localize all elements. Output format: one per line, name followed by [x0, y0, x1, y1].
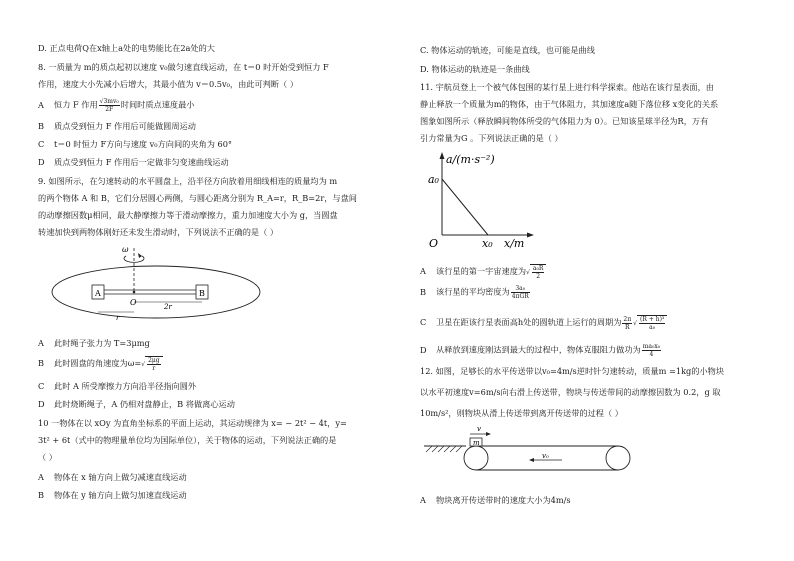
q8-option-c: C t＝0 时恒力 F方向与速度 v₀方向间的夹角为 60°: [38, 139, 233, 149]
q9-stem-line1: 9. 如图所示，在匀速转动的水平圆盘上，沿半径方向放着用细线相连的质量均为 m: [38, 176, 338, 186]
center-label: O: [130, 298, 137, 307]
q8-stem-line2: 作用，速度大小先减小后增大，其最小值为 v＝0.5v₀，由此可判断（ ）: [38, 79, 299, 89]
q10-stem-line3: （ ）: [38, 452, 57, 462]
ground-hatching: [426, 446, 462, 452]
q11-stem-line4: 引力常量为G 。下列说法正确的是（ ）: [420, 133, 563, 143]
disk-outline: [52, 266, 260, 318]
disk-center: [133, 291, 136, 294]
right-column: [420, 0, 765, 561]
q9-disk-figure: [46, 242, 266, 322]
q8-option-d: D 质点受到恒力 F 作用后一定做非匀变速曲线运动: [38, 157, 229, 167]
radius-a-label: r: [116, 314, 120, 322]
q10-stem-line2: 3t² + 6t（式中的物理量单位均为国际单位），关于物体的运动，下列说法正确的是: [38, 435, 337, 445]
q11-stem-line2: 静止释放一个质量为m的物体，由于气体阻力，其加速度a随下落位移 x变化的关系: [420, 99, 719, 109]
q11-option-b: B 该行星的平均密度为 $\frac{\text{3a₀}}{\text{4πGR}}$: [420, 285, 529, 300]
right-pulley: [606, 446, 630, 470]
y-axis-label: a/(m·s⁻²): [446, 153, 495, 166]
q11-stem-line1: 11. 宇航员登上一个被气体包围的某行星上进行科学探索。他站在该行星表面，由: [420, 82, 714, 92]
omega-label: ω: [122, 245, 129, 254]
block-a-label: A: [95, 289, 101, 298]
q11-option-c: C 卫星在距该行星表面高h处的圆轨道上运行的周期为 $\frac{2\pi}{R}$ √ $\frac{\text{(R + h)³}}{\text{a₀}}$: [420, 315, 667, 331]
q12-stem-line1: 12. 如图，足够长的水平传送带以v₀=4m/s逆时针匀速转动，质量m =1kg的小物块: [420, 366, 725, 376]
left-pulley: [464, 446, 488, 470]
q12-conveyor-figure: [422, 424, 642, 480]
block-b-label: B: [199, 289, 205, 298]
block-mass-label: m: [473, 439, 480, 447]
q9-b-sqrt: √ $\frac{2\mu g}{r}$: [141, 356, 162, 372]
belt-velocity-arrow-icon: [529, 458, 534, 462]
q10-stem-line1: 10 一物体在以 xOy 为直角坐标系的平面上运动，其运动规律为 x= − 2t² − 4t，y=: [38, 418, 347, 428]
q9-option-c: C 此时 A 所受摩擦力方向沿半径指向圆外: [38, 381, 197, 391]
q7-option-d: D. 正点电荷Q在x轴上a处的电势能比在2a处的大: [38, 43, 215, 53]
x-axis-label: x/m: [504, 237, 525, 250]
q8-a-fraction: $\frac{\text{√3mv₀}}{2F}$: [99, 98, 119, 113]
q8-option-b: B 质点受到恒力 F 作用后可能做圆周运动: [38, 121, 196, 131]
q10-option-c: C. 物体运动的轨迹，可能是直线，也可能是曲线: [420, 45, 595, 55]
q9-stem-line3: 的动摩擦因数μ相同，最大静摩擦力等于滑动摩擦力，重力加速度大小为 g，当圆盘: [38, 210, 338, 220]
q9-option-d: D 此时烧断绳子，A 仍相对盘静止，B 将做离心运动: [38, 399, 235, 409]
velocity-label: v: [477, 425, 481, 433]
q9-option-b: B 此时圆盘的角速度为ω=√ $\frac{2\mu g}{r}$: [38, 356, 163, 372]
q11-option-d: D 从释放到速度刚达到最大的过程中，物体克服阻力做功为 $\frac{\text{ma₀x₀}}{4}$: [420, 343, 661, 358]
origin-label: O: [429, 237, 439, 250]
q8-stem-line1: 8. 一质量为 m的质点起初以速度 v₀做匀速直线运动，在 t＝0 时开始受到恒力 F: [38, 62, 329, 72]
velocity-arrow-icon: [486, 432, 491, 436]
y-axis-arrow-icon: [440, 152, 445, 159]
a-x-line: [442, 179, 488, 235]
q10-option-b: B 物体在 y 轴方向上做匀加速直线运动: [38, 490, 187, 500]
q9-stem-line4: 转速加快到两物体刚好还未发生滑动时，下列说法不正确的是（ ）: [38, 227, 279, 237]
q10-option-a: A 物体在 x 轴方向上做匀减速直线运动: [38, 472, 187, 482]
q12-stem-line2: 以水平初速度v=6m/s向右滑上传送带，物块与传送带间的动摩擦因数为 0.2，g 取: [420, 387, 721, 397]
q8-option-a: A 恒力 F 作用 $\frac{\text{√3mv₀}}{2F}$ 时间时质点速度最小: [38, 98, 195, 113]
belt-velocity-label: v₀: [542, 452, 549, 460]
q12-option-a: A 物块离开传送带时的速度大小为4m/s: [420, 495, 571, 505]
y-tick-a0: a₀: [428, 173, 439, 186]
q11-acceleration-graph: [426, 147, 546, 252]
left-column: [38, 0, 398, 561]
x-axis-arrow-icon: [527, 233, 534, 238]
q11-option-a: A 该行星的第一宇宙速度为√ $\frac{\text{a₀R}}{2}$: [420, 264, 546, 280]
radius-b-label: 2r: [164, 303, 172, 311]
q11-stem-line3: 图象如图所示（释放瞬间物体所受的气体阻力为 0）。已知该星球半径为R，万有: [420, 116, 709, 126]
q9-stem-line2: 的两个物体 A 和 B，它们分居圆心两侧，与圆心距离分别为 R_A=r，R_B=2r，与盘间: [38, 193, 357, 203]
x-tick-x0: x₀: [482, 237, 493, 250]
q9-option-a: A 此时绳子张力为 T=3μmg: [38, 338, 150, 348]
q12-stem-line3: 10m/s²，则物块从滑上传送带到离开传送带的过程（ ）: [420, 408, 623, 418]
q10-option-d: D. 物体运动的轨迹是一条曲线: [420, 64, 530, 74]
